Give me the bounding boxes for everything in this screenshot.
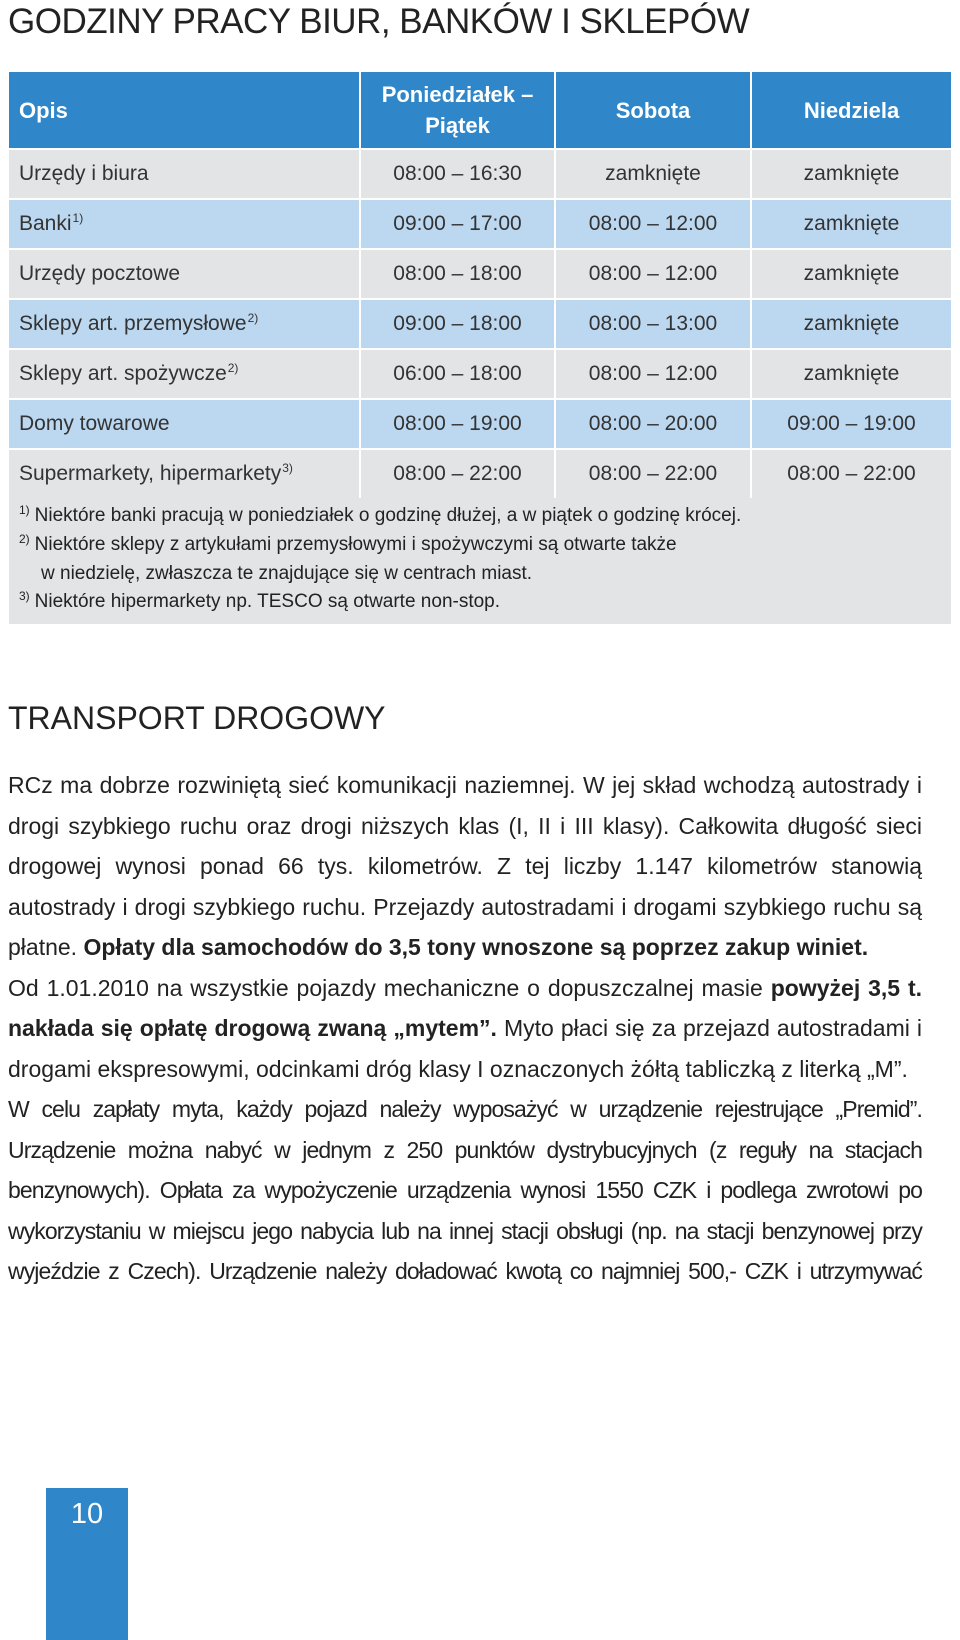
header-opis: Opis: [9, 72, 359, 148]
paragraph-text: Od 1.01.2010 na wszystkie pojazdy mechaniczne o dopuszczalnej masie: [8, 974, 763, 1001]
sunday-hours: zamknięte: [750, 150, 951, 198]
footnote: [19, 531, 941, 588]
footnote-ref: 3): [282, 461, 293, 475]
weekday-hours: 06:00 – 18:00: [359, 350, 554, 398]
row-name-text: Supermarkety, hipermarkety: [19, 462, 282, 485]
table-row: [9, 200, 951, 248]
row-name: [9, 350, 359, 398]
row-name-text: Sklepy art. spożywcze: [19, 362, 227, 385]
header-weekday-line2: Piątek: [425, 113, 490, 138]
sunday-hours: 09:00 – 19:00: [750, 400, 951, 448]
header-weekday: [359, 72, 554, 148]
row-name-text: Urzędy i biura: [19, 162, 149, 185]
paragraph: [8, 968, 922, 1090]
header-sunday: Niedziela: [750, 72, 951, 148]
table-row: [9, 400, 951, 448]
sunday-hours: zamknięte: [750, 250, 951, 298]
article-body: [8, 765, 922, 1292]
table-header-row: [9, 72, 951, 148]
header-weekday-line1: Poniedziałek –: [381, 82, 534, 107]
sunday-hours: zamknięte: [750, 200, 951, 248]
footnote-text-continued: w niedzielę, zwłaszcza te znajdujące się w centrach miast.: [41, 563, 533, 584]
footnote-text: Niektóre hipermarkety np. TESCO są otwarte non-stop.: [34, 591, 501, 612]
paragraph-text: RCz ma dobrze rozwiniętą sieć komunikacji naziemnej. W jej skład wchodzą autostrady i drogi szybkiego ruchu oraz drogi niższych klas (I, II i III klasy). Całkowita długość sieci drogowej wynosi ponad 66 tys. kilometrów. Z tej liczby 1.147 kilometrów stanowią autostrady i drogi szybkiego ruchu. Przejazdy autostradami i drogami szybkiego ruchu są płatne.: [8, 772, 922, 960]
weekday-hours: 08:00 – 19:00: [359, 400, 554, 448]
bold-text: Opłaty dla samochodów do 3,5 tony wnoszone są poprzez zakup winiet.: [83, 934, 869, 960]
page-title: GODZINY PRACY BIUR, BANKÓW I SKLEPÓW: [8, 2, 750, 41]
footnote-text: Niektóre banki pracują w poniedziałek o godzinę dłużej, a w piątek o godzinę krócej.: [34, 505, 742, 526]
section-title: TRANSPORT DROGOWY: [8, 700, 386, 736]
paragraph: W celu zapłaty myta, każdy pojazd należy wyposażyć w urządzenie rejestrujące „Premid”. Urządzenie można nabyć w jednym z 250 punktów dystrybucyjnych (z reguły na stacjach benzynowych). Opłata za wypożyczenie urządzenia wynosi 1550 CZK i podlega zwrotowi po wykorzystaniu w miejscu jego nabycia lub na innej stacji obsługi (np. na stacji benzynowej przy wyjeździe z Czech). Urządzenie należy doładować kwotą co najmniej 500,- CZK i utrzymywać: [8, 1096, 922, 1284]
footnote: [19, 588, 941, 617]
row-name: [9, 250, 359, 298]
row-name: [9, 150, 359, 198]
saturday-hours: 08:00 – 22:00: [554, 450, 750, 498]
row-name: [9, 450, 359, 498]
table-row: [9, 450, 951, 498]
table-row: [9, 250, 951, 298]
weekday-hours: 08:00 – 18:00: [359, 250, 554, 298]
row-name: [9, 200, 359, 248]
row-name: [9, 300, 359, 348]
saturday-hours: 08:00 – 20:00: [554, 400, 750, 448]
footnote-ref: 2): [227, 361, 239, 375]
table-row: [9, 300, 951, 348]
sunday-hours: zamknięte: [750, 350, 951, 398]
header-saturday: Sobota: [554, 72, 750, 148]
saturday-hours: 08:00 – 12:00: [554, 200, 750, 248]
row-name-text: Urzędy pocztowe: [19, 262, 181, 285]
page-number: 10: [46, 1488, 128, 1640]
saturday-hours: 08:00 – 13:00: [554, 300, 750, 348]
weekday-hours: 09:00 – 17:00: [359, 200, 554, 248]
weekday-hours: 08:00 – 22:00: [359, 450, 554, 498]
table-row: [9, 150, 951, 198]
footnote-mark: 3): [19, 589, 30, 603]
saturday-hours: 08:00 – 12:00: [554, 250, 750, 298]
sunday-hours: zamknięte: [750, 300, 951, 348]
footnote-mark: 2): [19, 532, 30, 546]
footnote-text: Niektóre sklepy z artykułami przemysłowymi i spożywczymi są otwarte także: [34, 534, 677, 555]
row-name-text: Sklepy art. przemysłowe: [19, 312, 247, 335]
footnotes-box: [9, 498, 951, 624]
footnote-ref: 2): [247, 311, 259, 325]
footnote-ref: 1): [72, 211, 84, 225]
saturday-hours: 08:00 – 12:00: [554, 350, 750, 398]
row-name-text: Domy towarowe: [19, 412, 170, 435]
opening-hours-table: [9, 70, 951, 500]
saturday-hours: zamknięte: [554, 150, 750, 198]
weekday-hours: 09:00 – 18:00: [359, 300, 554, 348]
sunday-hours: 08:00 – 22:00: [750, 450, 951, 498]
row-name-text: Banki: [19, 212, 72, 235]
weekday-hours: 08:00 – 16:30: [359, 150, 554, 198]
footnote: [19, 502, 941, 531]
paragraph-text: Myto płaci się za przejazd autostradami i drogami ekspresowymi, odcinkami dróg klasy I oznaczonych żółtą tabliczką z literką „M”.: [8, 1015, 923, 1082]
row-name: [9, 400, 359, 448]
paragraph: [8, 765, 922, 968]
table-row: [9, 350, 951, 398]
bold-text: powyżej 3,5 t. nakłada się opłatę drogową zwaną „mytem”.: [8, 974, 923, 1041]
footnote-mark: 1): [19, 503, 30, 517]
